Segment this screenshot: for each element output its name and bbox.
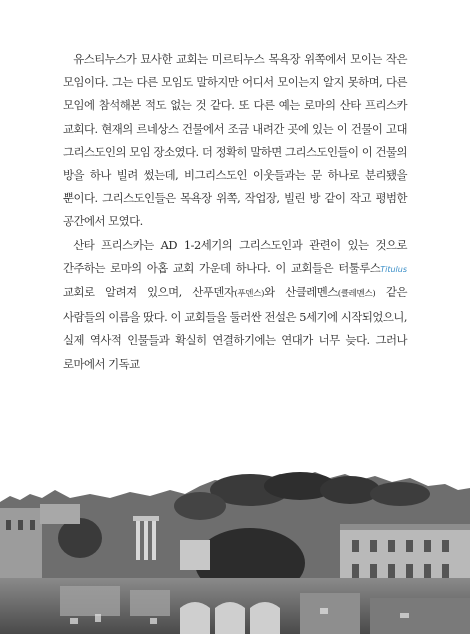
paragraph-2 [63, 234, 407, 376]
paragraph-2-text-a: 산타 프리스카는 AD 1-2세기의 그리스도인과 관련이 있는 것으로 간주하는 로마의 아홉 교회 가운데 하나다. 이 교회들은 터툴루스 [63, 237, 407, 275]
name-note-pudens: (푸덴스) [234, 289, 265, 300]
body-text [63, 48, 407, 376]
latin-term-titulus: Titulus [380, 264, 407, 274]
paragraph-1: 유스티누스가 묘사한 교회는 미르티누스 목욕장 위쪽에서 모이는 작은 모임이다. 그는 다른 모임도 말하지만 어디서 모이는지 알지 못하며, 다른 모임에 참석해본 적도 없는 것 같다. 또 다른 예는 로마의 산타 프리스카 교회다. 현재의 르네상스 건물에서 조금 내려간 곳에 있는 이 건물이 고대 그리스도인의 모임 장소였다. 더 정확히 말하면 그리스도인들이 이 건물의 방을 하나 빌려 썼는데, 비그리스도인 이웃들과는 문 하나로 분리됐을 뿐이다. 그리스도인들은 목욕장 위쪽, 작업장, 빌린 방 같이 작고 평범한 공간에서 모였다. [63, 52, 407, 229]
paragraph-2-text-d: 같은 사람들의 이름을 땄다. 이 교회들을 둘러싼 전설은 5세기에 시작되었으니, 실제 역사적 인물들과 확실히 연결하기에는 연대가 너무 늦다. 그러나 로마에서 기독교 [63, 285, 407, 371]
paragraph-2-text-b: 교회로 알려져 있으며, 산푸덴자 [63, 285, 235, 300]
name-note-clemens: (클레멘스) [337, 289, 376, 300]
roman-forum-photo [0, 468, 470, 634]
paragraph-2-text-c: 와 산클레멘스 [264, 285, 338, 300]
